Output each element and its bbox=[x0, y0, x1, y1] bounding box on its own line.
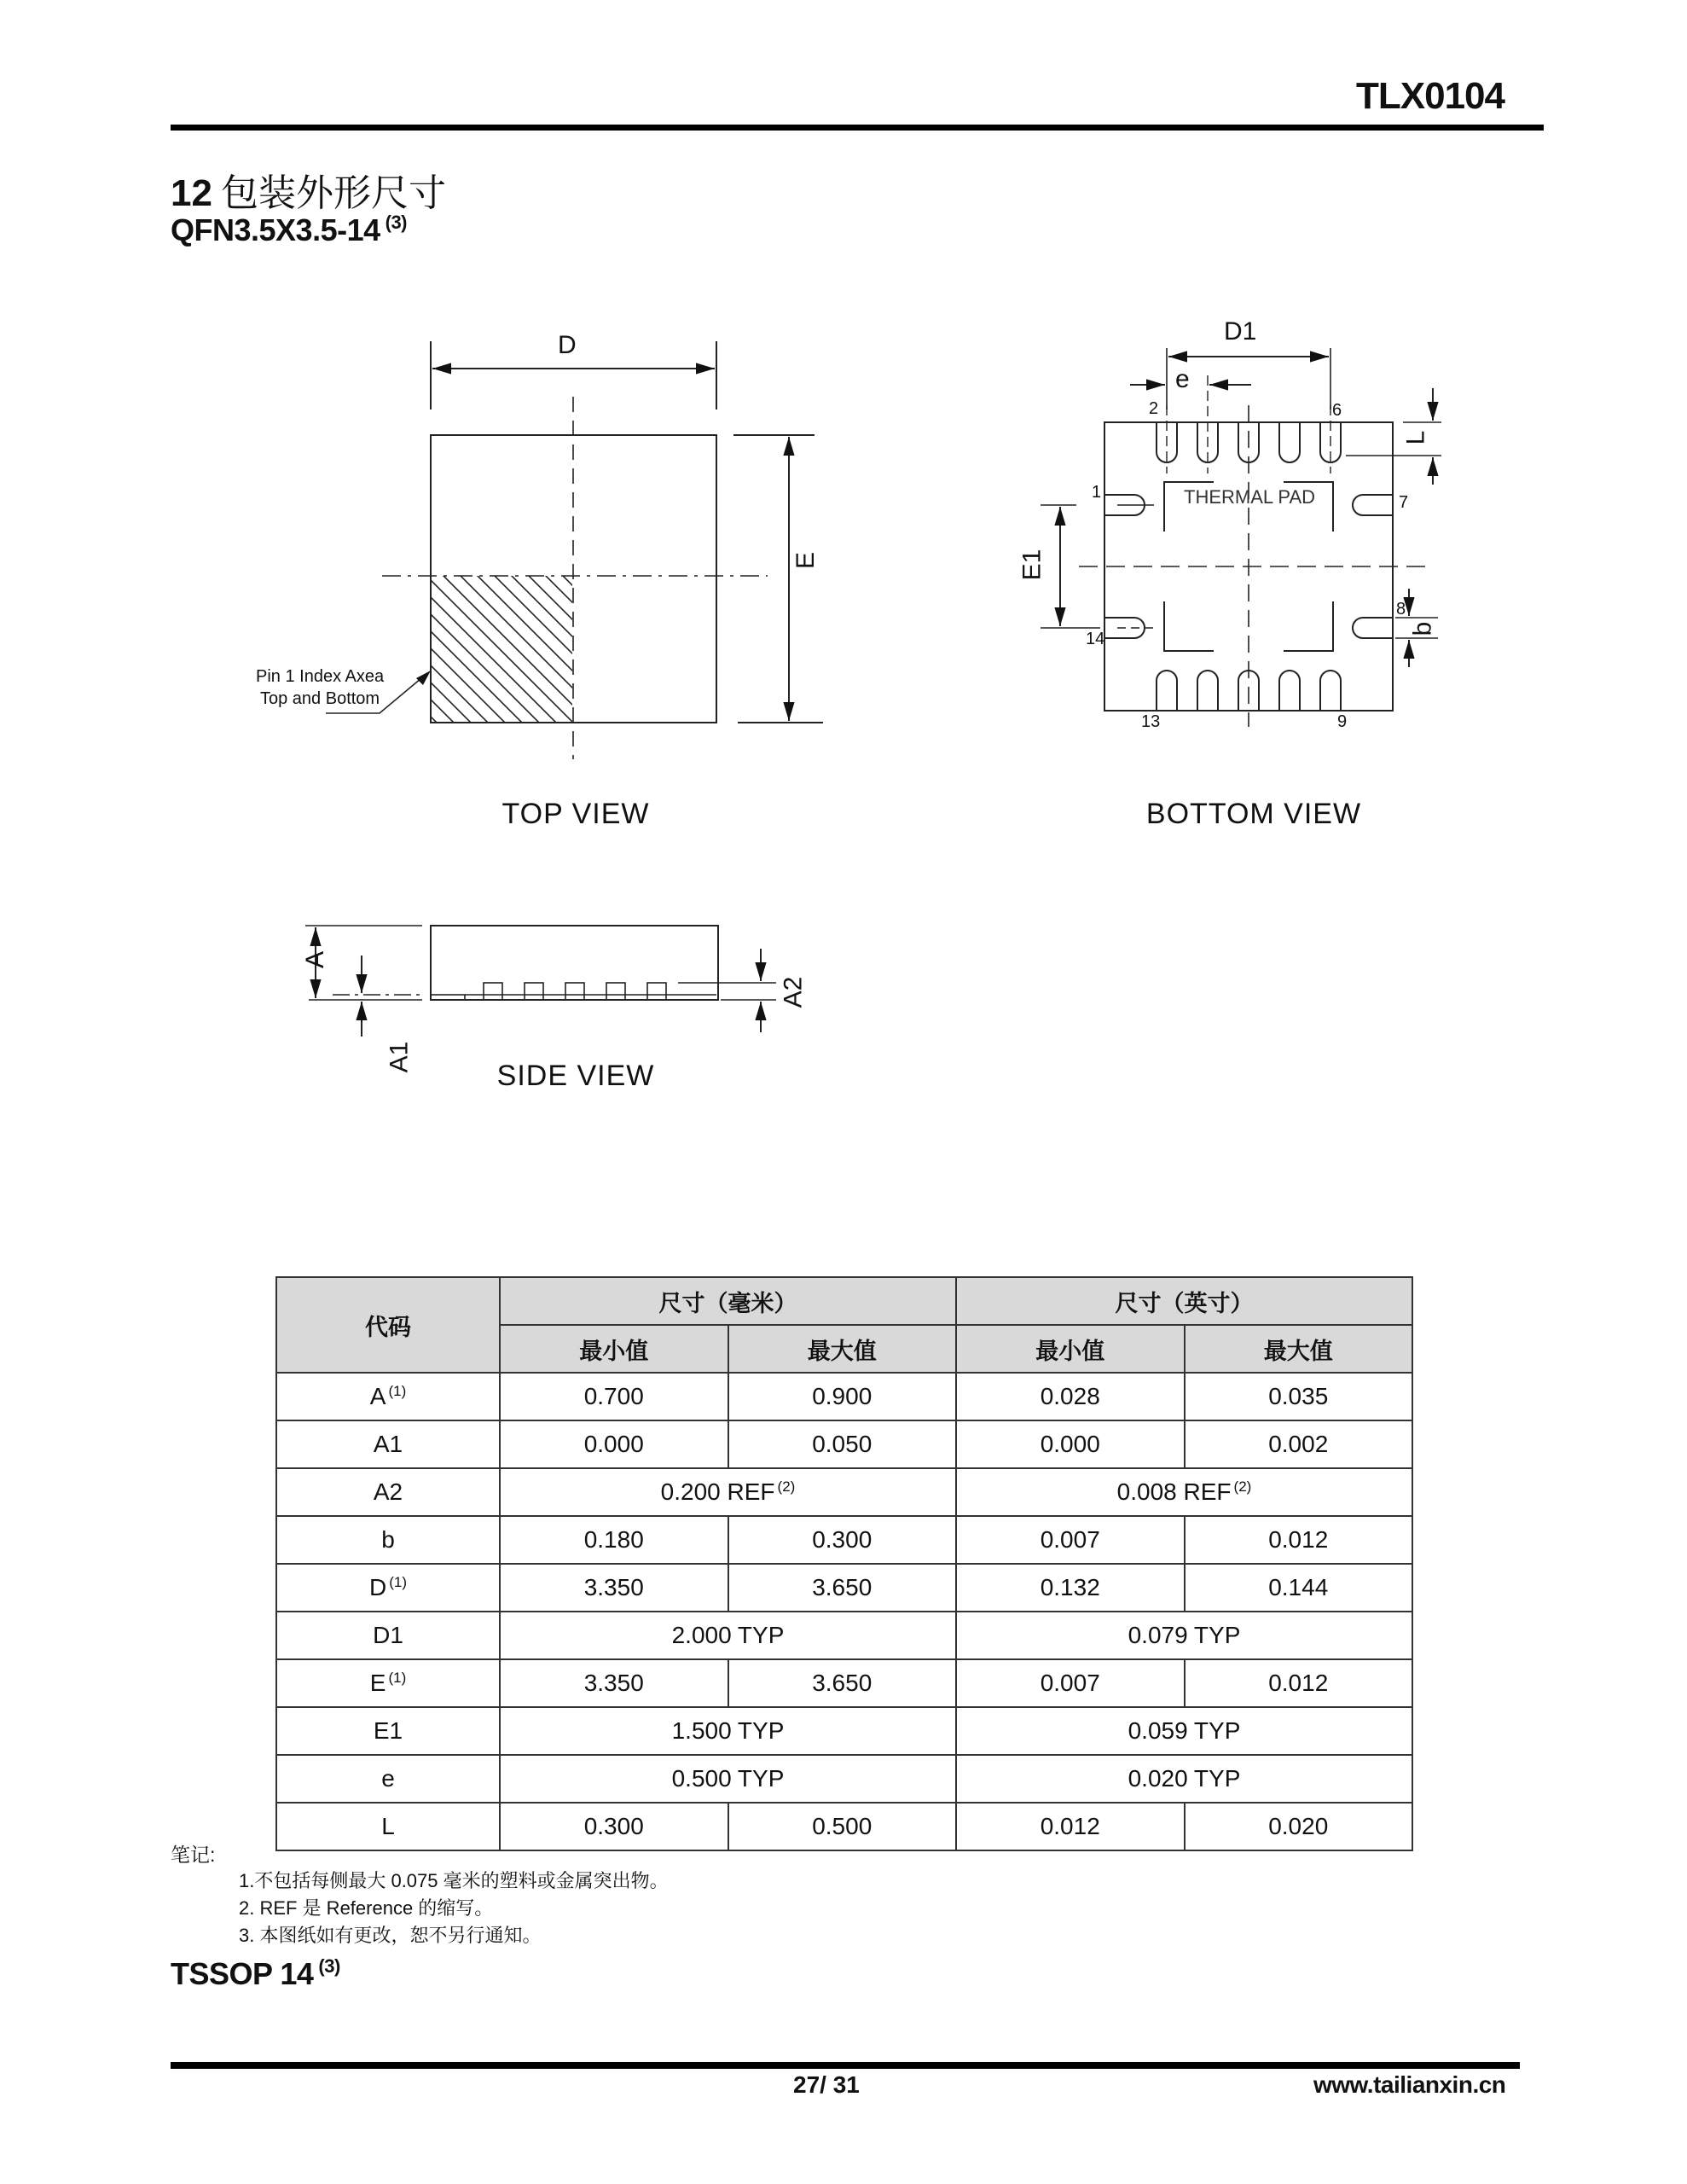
table-row bbox=[276, 1516, 1412, 1564]
cell-mm-max: 3.650 bbox=[728, 1659, 957, 1707]
dim-pitch-label: e bbox=[1175, 365, 1190, 393]
table-row bbox=[276, 1564, 1412, 1612]
side-leads bbox=[431, 983, 776, 1000]
note-3: 3. 本图纸如有更改，恕不另行通知。 bbox=[239, 1925, 542, 1946]
dim-b-label: b bbox=[1408, 621, 1437, 636]
dim-a1-label: A1 bbox=[385, 1041, 414, 1073]
cell-in-min: 0.007 bbox=[956, 1659, 1185, 1707]
dimension-table bbox=[275, 1276, 1413, 1851]
section-title-text: 包装外形尺寸 bbox=[220, 172, 446, 214]
next-section-name: TSSOP 14 bbox=[171, 1956, 314, 1991]
cell-in-max: 0.012 bbox=[1185, 1659, 1413, 1707]
header-code: 代码 bbox=[276, 1277, 500, 1373]
package-note-ref: (3) bbox=[385, 212, 408, 233]
cell-in-span: 0.020 TYP bbox=[956, 1755, 1412, 1803]
cell-code: b bbox=[276, 1516, 500, 1564]
table-row bbox=[276, 1659, 1412, 1707]
cell-mm-min: 0.180 bbox=[500, 1516, 728, 1564]
side-view bbox=[305, 926, 776, 1037]
cell-in-min: 0.000 bbox=[956, 1420, 1185, 1468]
bottom-view bbox=[1041, 348, 1441, 727]
cell-in-span: 0.059 TYP bbox=[956, 1707, 1412, 1755]
cell-in-min: 0.007 bbox=[956, 1516, 1185, 1564]
pin1-note-line1: Pin 1 Index Axea bbox=[256, 667, 385, 686]
pin-label-6: 6 bbox=[1332, 401, 1342, 420]
pin-label-7: 7 bbox=[1399, 493, 1409, 512]
table-row bbox=[276, 1803, 1412, 1850]
cell-mm-min: 0.300 bbox=[500, 1803, 728, 1850]
cell-code: A $^{(1)}$ bbox=[276, 1373, 500, 1420]
cell-code: D1 bbox=[276, 1612, 500, 1659]
package-name: QFN3.5X3.5-14 bbox=[171, 212, 380, 247]
header-inch: 尺寸（英寸） bbox=[956, 1277, 1412, 1325]
cell-in-max: 0.020 bbox=[1185, 1803, 1413, 1850]
cell-mm-span: 1.500 TYP bbox=[500, 1707, 956, 1755]
cell-mm-span: 0.200 REF $^{(2)}$ bbox=[500, 1468, 956, 1516]
table-body bbox=[276, 1373, 1412, 1850]
side-view-label: SIDE VIEW bbox=[496, 1060, 655, 1092]
page-number: 27/ 31 bbox=[793, 2071, 860, 2098]
note-2: 2. REF 是 Reference 的缩写。 bbox=[239, 1897, 494, 1919]
table-row bbox=[276, 1707, 1412, 1755]
dim-e-label: E bbox=[791, 551, 820, 570]
pin1-note-line2: Top and Bottom bbox=[260, 689, 380, 708]
thermal-pad-label: THERMAL PAD bbox=[1184, 486, 1316, 508]
pin-label-9: 9 bbox=[1337, 712, 1348, 731]
section-number: 12 bbox=[171, 172, 212, 214]
cell-mm-max: 0.500 bbox=[728, 1803, 957, 1850]
dim-e1-label: E1 bbox=[1017, 549, 1046, 581]
dim-a-label: A bbox=[301, 950, 330, 969]
pin-label-14: 14 bbox=[1086, 630, 1105, 648]
table-row bbox=[276, 1420, 1412, 1468]
cell-code: A2 bbox=[276, 1468, 500, 1516]
dim-d-label: D bbox=[558, 331, 577, 359]
header-mm-max: 最大值 bbox=[728, 1325, 957, 1373]
note-1: 1.不包括每侧最大 0.075 毫米的塑料或金属突出物。 bbox=[239, 1870, 669, 1891]
pin-label-2: 2 bbox=[1149, 399, 1159, 418]
cell-mm-span: 0.500 TYP bbox=[500, 1755, 956, 1803]
dim-d1-label: D1 bbox=[1224, 317, 1257, 346]
cell-mm-max: 0.900 bbox=[728, 1373, 957, 1420]
bottom-view-label: BOTTOM VIEW bbox=[1145, 798, 1362, 830]
top-view-label: TOP VIEW bbox=[501, 798, 650, 830]
header-in-max: 最大值 bbox=[1185, 1325, 1413, 1373]
dim-l-label: L bbox=[1401, 430, 1430, 445]
cell-mm-span: 2.000 TYP bbox=[500, 1612, 956, 1659]
cell-in-max: 0.002 bbox=[1185, 1420, 1413, 1468]
next-section-note-ref: (3) bbox=[318, 1955, 340, 1977]
cell-mm-min: 3.350 bbox=[500, 1659, 728, 1707]
table-row bbox=[276, 1755, 1412, 1803]
cell-code: E $^{(1)}$ bbox=[276, 1659, 500, 1707]
header-mm-min: 最小值 bbox=[500, 1325, 728, 1373]
cell-code: E1 bbox=[276, 1707, 500, 1755]
cell-mm-min: 0.000 bbox=[500, 1420, 728, 1468]
table-row bbox=[276, 1612, 1412, 1659]
cell-in-max: 0.012 bbox=[1185, 1516, 1413, 1564]
cell-mm-max: 0.050 bbox=[728, 1420, 957, 1468]
cell-in-span: 0.008 REF $^{(2)}$ bbox=[956, 1468, 1412, 1516]
cell-code: A1 bbox=[276, 1420, 500, 1468]
pin-7-pad bbox=[1353, 495, 1393, 515]
cell-mm-min: 0.700 bbox=[500, 1373, 728, 1420]
document-id: TLX0104 bbox=[1356, 75, 1504, 117]
side-view-body bbox=[431, 926, 718, 1000]
cell-code: D $^{(1)}$ bbox=[276, 1564, 500, 1612]
cell-mm-min: 3.350 bbox=[500, 1564, 728, 1612]
header-in-min: 最小值 bbox=[956, 1325, 1185, 1373]
cell-in-min: 0.132 bbox=[956, 1564, 1185, 1612]
dim-a2-label: A2 bbox=[779, 976, 808, 1008]
cell-in-max: 0.144 bbox=[1185, 1564, 1413, 1612]
cell-code: L bbox=[276, 1803, 500, 1850]
pin1-index-note bbox=[256, 665, 384, 710]
footer-rule bbox=[171, 2062, 1520, 2069]
notes-label: 笔记: bbox=[171, 1844, 216, 1866]
cell-in-min: 0.028 bbox=[956, 1373, 1185, 1420]
cell-code: e bbox=[276, 1755, 500, 1803]
table-row bbox=[276, 1468, 1412, 1516]
header-mm: 尺寸（毫米） bbox=[500, 1277, 956, 1325]
cell-in-span: 0.079 TYP bbox=[956, 1612, 1412, 1659]
pin-label-13: 13 bbox=[1141, 712, 1161, 731]
cell-mm-max: 3.650 bbox=[728, 1564, 957, 1612]
pin-label-8: 8 bbox=[1396, 600, 1406, 619]
pin-8-pad bbox=[1353, 618, 1393, 638]
cell-in-max: 0.035 bbox=[1185, 1373, 1413, 1420]
cell-in-min: 0.012 bbox=[956, 1803, 1185, 1850]
website-link[interactable]: www.tailianxin.cn bbox=[1313, 2071, 1506, 2098]
pin1-hatch bbox=[260, 546, 763, 759]
cell-mm-max: 0.300 bbox=[728, 1516, 957, 1564]
table-row bbox=[276, 1373, 1412, 1420]
next-section-title bbox=[171, 1955, 340, 1992]
pin-label-1: 1 bbox=[1092, 483, 1102, 502]
